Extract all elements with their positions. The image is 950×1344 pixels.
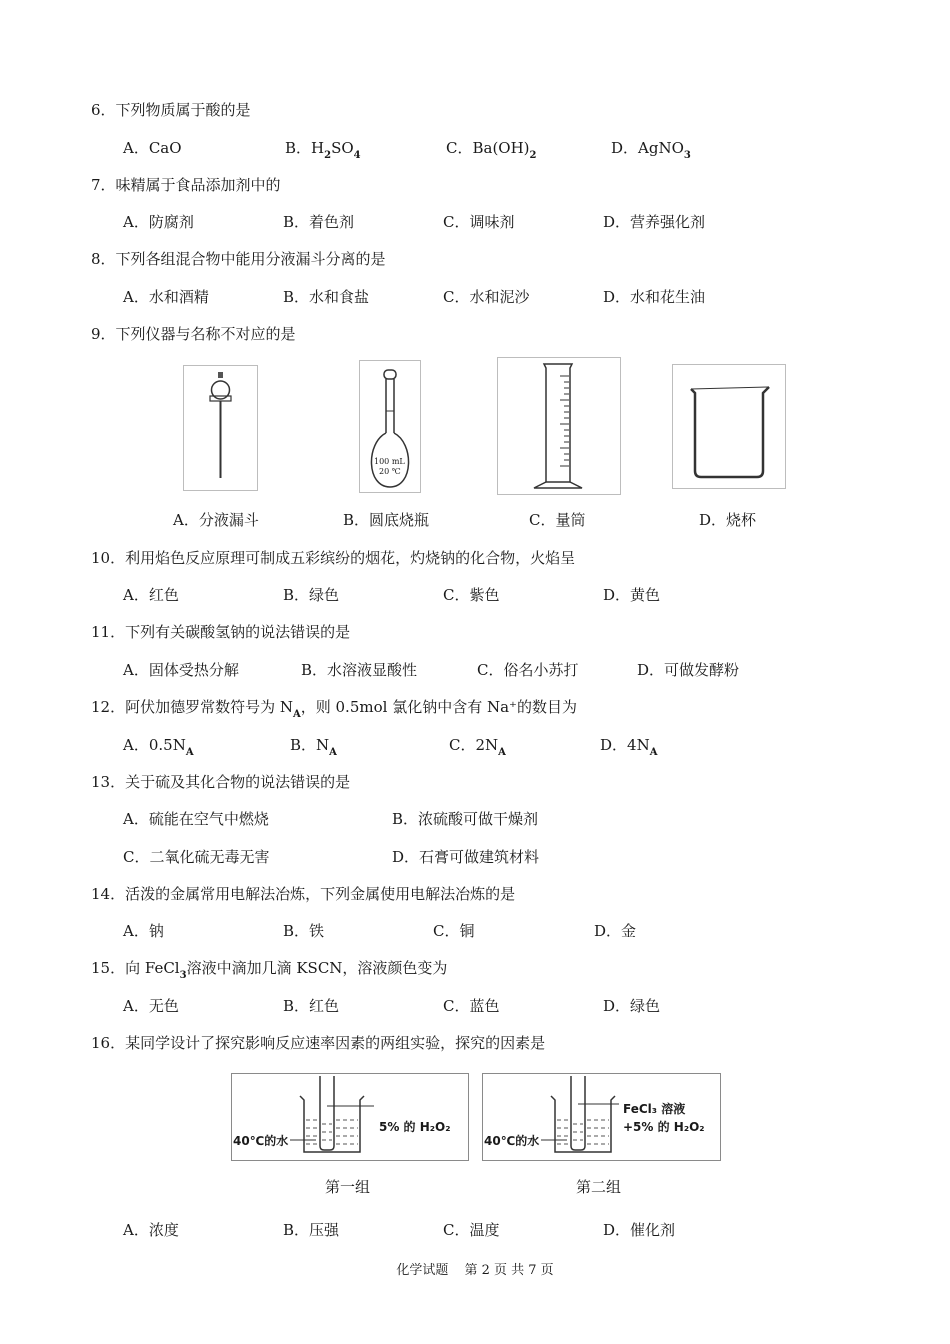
question-13-stem: 13．关于硫及其化合物的说法错误的是 <box>91 773 351 791</box>
question-16-option-c: C．温度 <box>443 1221 500 1239</box>
question-10-option-c: C．紫色 <box>443 586 500 604</box>
question-15-option-a: A．无色 <box>123 997 179 1015</box>
question-16-option-d: D．催化剂 <box>603 1221 676 1239</box>
experiment-group-2-figure <box>482 1073 721 1161</box>
group-2-reagent-label-2: +5% 的 H₂O₂ <box>623 1120 705 1134</box>
question-14-option-d: D．金 <box>594 922 637 940</box>
question-13-option-c: C．二氧化硫无毒无害 <box>123 848 270 866</box>
question-15-option-b: B．红色 <box>283 997 340 1015</box>
experiment-group-1-figure <box>231 1073 469 1161</box>
beaker-image <box>672 364 786 489</box>
graduated-cylinder-image <box>497 357 621 495</box>
question-6-option-a: A．CaO <box>123 139 182 157</box>
group-2-water-label: 40℃的水 <box>484 1134 540 1148</box>
volumetric-flask-image <box>359 360 421 493</box>
question-15-option-d: D．绿色 <box>603 997 661 1015</box>
question-11-option-b: B．水溶液显酸性 <box>301 661 418 679</box>
experiment-group-1-caption: 第一组 <box>325 1178 371 1196</box>
question-7-option-a: A．防腐剂 <box>123 213 194 231</box>
question-9-stem: 9．下列仪器与名称不对应的是 <box>91 325 296 343</box>
footer-subject: 化学试题 <box>396 1263 449 1278</box>
question-7-option-d: D．营养强化剂 <box>603 213 706 231</box>
question-11-option-a: A．固体受热分解 <box>123 661 239 679</box>
experiment-group-2-caption: 第二组 <box>576 1178 622 1196</box>
question-6-option-b: B．$H_2SO_4$ <box>285 139 361 161</box>
question-10-option-d: D．黄色 <box>603 586 661 604</box>
group-2-reagent-label-1: FeCl₃ 溶液 <box>623 1102 686 1116</box>
question-7-option-b: B．着色剂 <box>283 213 355 231</box>
group-1-water-label: 40℃的水 <box>233 1134 289 1148</box>
question-12-option-a: A．$0.5N_A$ <box>123 736 194 758</box>
question-8-option-a: A．水和酒精 <box>123 288 209 306</box>
flask-label-temp: 20 ℃ <box>379 467 401 476</box>
question-7-option-c: C．调味剂 <box>443 213 515 231</box>
question-9-option-c: C．量筒 <box>529 511 586 529</box>
question-6-stem: 6．下列物质属于酸的是 <box>91 101 251 119</box>
question-6-option-c: C．$Ba(OH)_2$ <box>446 139 537 161</box>
question-9-option-a: A．分液漏斗 <box>173 511 259 529</box>
question-9-option-d: D．烧杯 <box>699 511 757 529</box>
question-14-option-b: B．铁 <box>283 922 325 940</box>
page-footer <box>0 1262 950 1280</box>
question-7-stem: 7．味精属于食品添加剂中的 <box>91 176 281 194</box>
question-14-stem: 14．活泼的金属常用电解法冶炼，下列金属使用电解法冶炼的是 <box>91 885 516 903</box>
question-13-option-d: D．石膏可做建筑材料 <box>392 848 540 866</box>
question-9-option-b: B．圆底烧瓶 <box>343 511 430 529</box>
question-12-option-c: C．$2N_A$ <box>449 736 506 758</box>
question-6-option-d: D．AgNO$_3$ <box>611 139 691 161</box>
question-10-stem: 10．利用焰色反应原理可制成五彩缤纷的烟花，灼烧钠的化合物，火焰呈 <box>91 549 576 567</box>
question-11-option-d: D．可做发酵粉 <box>637 661 740 679</box>
question-13-option-b: B．浓硫酸可做干燥剂 <box>392 810 539 828</box>
question-15-option-c: C．蓝色 <box>443 997 500 1015</box>
question-13-option-a: A．硫能在空气中燃烧 <box>123 810 269 828</box>
question-8-stem: 8．下列各组混合物中能用分液漏斗分离的是 <box>91 250 386 268</box>
question-10-option-a: A．红色 <box>123 586 179 604</box>
question-10-option-b: B．绿色 <box>283 586 340 604</box>
footer-page-number: 第 2 页 共 7 页 <box>464 1263 554 1278</box>
question-11-option-c: C．俗名小苏打 <box>477 661 579 679</box>
question-15-stem: 15．向 FeCl$_3$溶液中滴加几滴 KSCN，溶液颜色变为 <box>91 959 448 981</box>
question-12-option-d: D．$4N_A$ <box>600 736 658 758</box>
question-16-option-a: A．浓度 <box>123 1221 179 1239</box>
group-1-reagent-label: 5% 的 H₂O₂ <box>379 1120 451 1134</box>
question-8-option-c: C．水和泥沙 <box>443 288 530 306</box>
question-11-stem: 11．下列有关碳酸氢钠的说法错误的是 <box>91 623 351 641</box>
question-8-option-d: D．水和花生油 <box>603 288 706 306</box>
question-14-option-a: A．钠 <box>123 922 164 940</box>
question-14-option-c: C．铜 <box>433 922 475 940</box>
question-16-option-b: B．压强 <box>283 1221 340 1239</box>
question-16-stem: 16．某同学设计了探究影响反应速率因素的两组实验，探究的因素是 <box>91 1034 546 1052</box>
separatory-funnel-image <box>183 365 258 491</box>
question-12-stem: 12．阿伏加德罗常数符号为 $N_A$，则 0.5mol 氯化钠中含有 Na⁺的数目为 <box>91 698 577 720</box>
flask-label-volume: 100 mL <box>374 457 405 466</box>
question-8-option-b: B．水和食盐 <box>283 288 370 306</box>
question-12-option-b: B．$N_A$ <box>290 736 337 758</box>
